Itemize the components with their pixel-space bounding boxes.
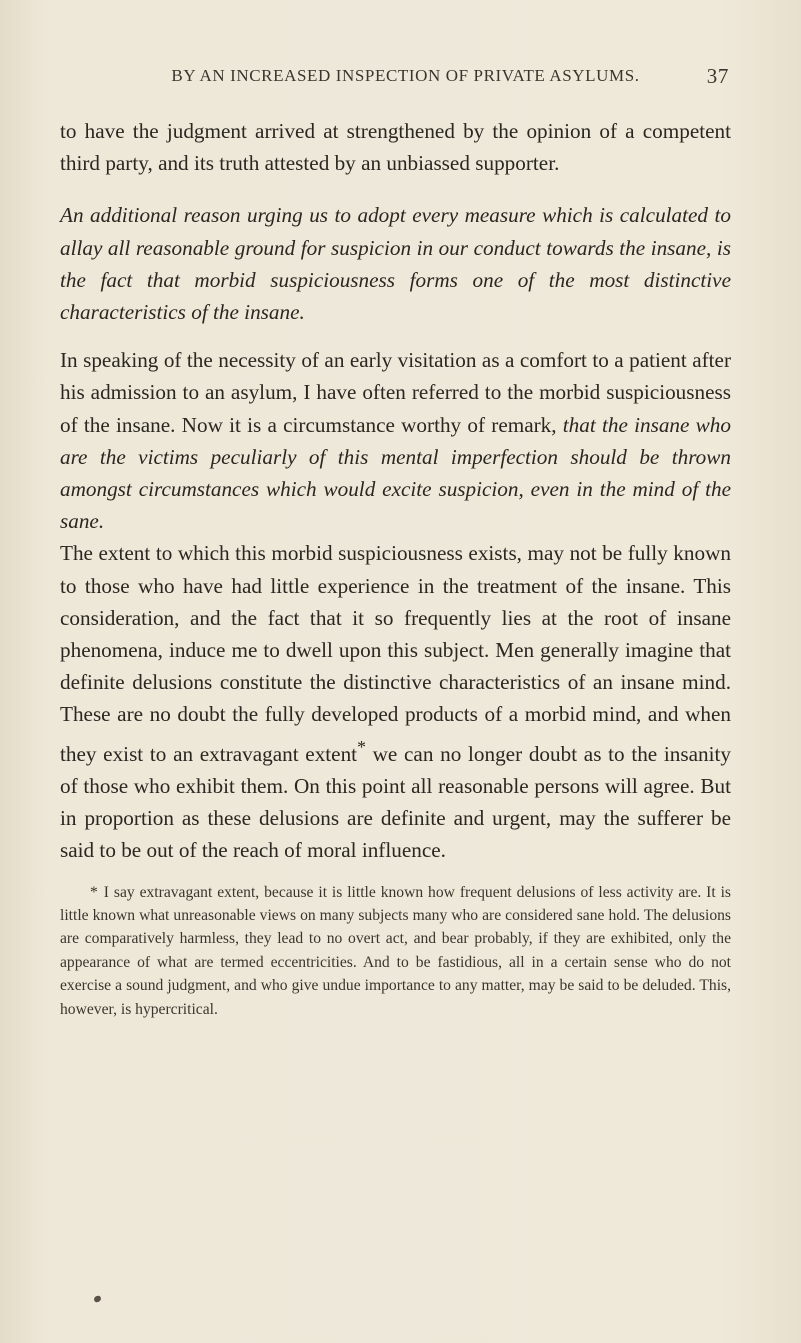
- footnote-mark: *: [90, 883, 98, 901]
- footnote-reference: *: [357, 736, 366, 757]
- paragraph-suspiciousness: [60, 344, 731, 537]
- page-number: 37: [706, 64, 729, 88]
- paragraph-text: In speaking of the necessity of an early visitation as a comfort to a patient after his admission to an asylum, I have often referred to the morbid suspiciousness of the insane. Now it is a circumstance worthy of remark,: [60, 348, 731, 437]
- ink-blot: [93, 1295, 102, 1303]
- footnote-text: I say extravagant extent, because it is little known how frequent delusions of less activity are. It is little known what unreasonable views on many subjects many who are considered sane hold. The delusions are comparatively harmless, they lead to no overt act, and bear probably, if they are exhibited, only the appearance of what are termed eccentricities. And to be fastidious, all in a certain sense who do not exercise a sound judgment, and who give undue importance to any matter, may be said to be deluded. This, however, is hypercritical.: [60, 883, 731, 1018]
- paragraph-emphasis: that the insane who are the victims peculiarly of this mental imperfection should be thrown amongst circumstances which would excite suspicion, even in the mind of the sane.: [60, 412, 731, 534]
- paragraph-text: The extent to which this morbid suspiciousness exists, may not be fully known to those who have had little experience in the treatment of the insane. This consideration, and the fact that it so frequently lies at the root of insane phenomena, induce me to dwell upon this subject. Men generally imagine that definite delusions constitute the distinctive characteristics of an insane mind. These are no doubt the fully developed products of a morbid mind, and when they exist to an extravagant extent: [60, 541, 731, 766]
- body-text: [60, 115, 731, 867]
- paragraph-continuation: to have the judgment arrived at strengthened by the opinion of a competent third party, and its truth attested by an unbiassed supporter.: [60, 119, 731, 176]
- footnote: [60, 881, 731, 1021]
- running-head: [60, 0, 731, 108]
- paragraph-delusions: [60, 537, 731, 866]
- paragraph-text: we can no longer doubt as to the insanity of those who exhibit them. On this point all reasonable persons will agree. But in proportion as these delusions are definite and urgent, may the sufferer be said to be out of the reach of moral influence.: [60, 741, 732, 863]
- running-title: BY AN INCREASED INSPECTION OF PRIVATE ASYLUMS.: [171, 66, 640, 85]
- paragraph-italic-thesis: An additional reason urging us to adopt every measure which is calculated to allay all reasonable ground for suspicion in our conduct towards the insane, is the fact that morbid suspiciousness forms one of the most distinctive characteristics of the insane.: [60, 203, 731, 325]
